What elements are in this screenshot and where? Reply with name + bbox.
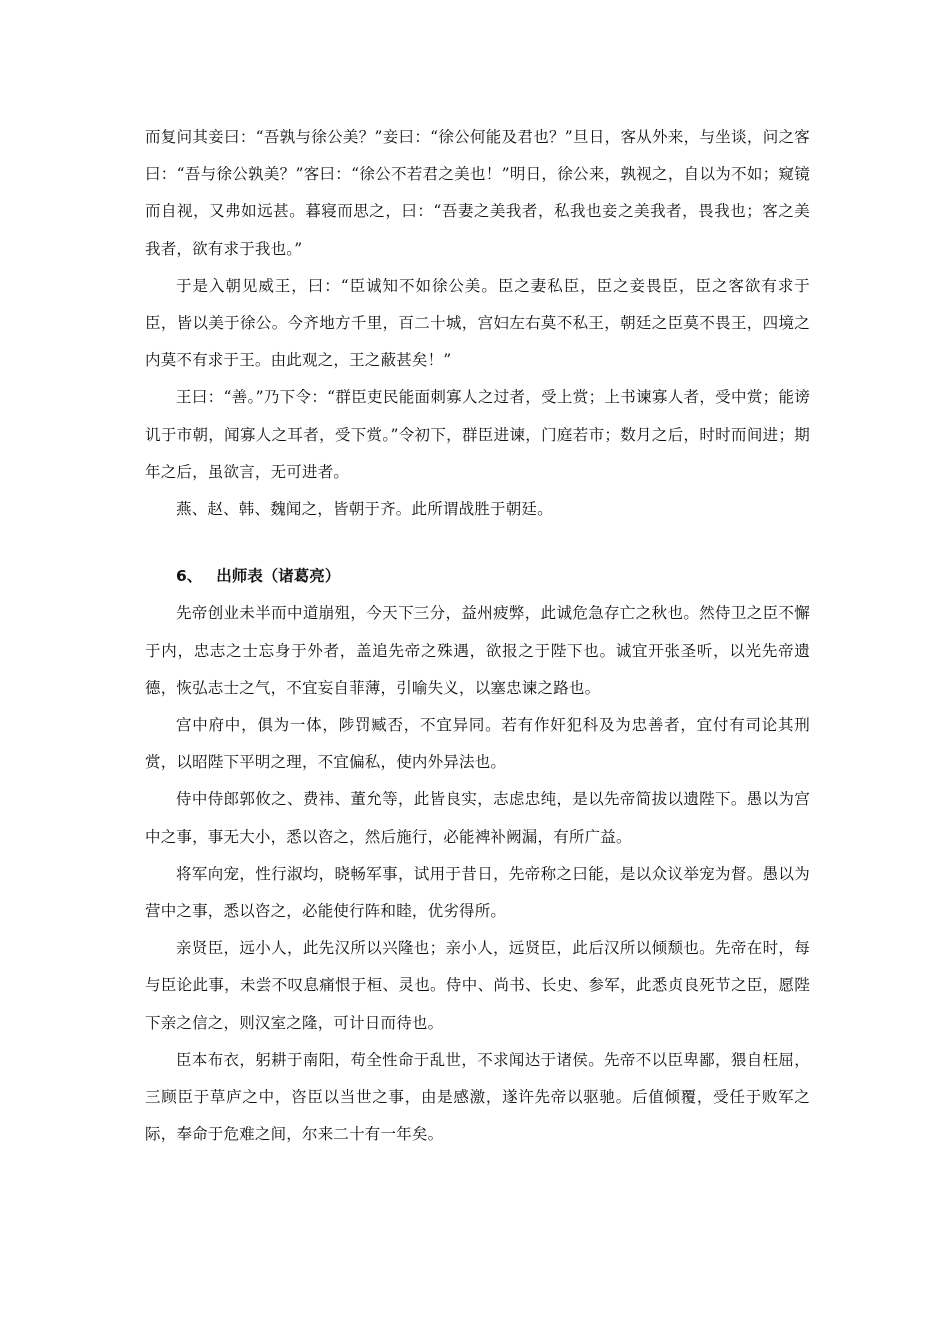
document-page: [145, 119, 810, 1153]
paragraph-chu-shi-biao-4: 将军向宠，性行淑均，晓畅军事，试用于昔日，先帝称之曰能，是以众议举宠为督。愚以为营中之事，悉以咨之，必能使行阵和睦，优劣得所。: [145, 864, 810, 921]
section-gap: [145, 528, 810, 558]
paragraph-zou-ji-4: 燕、赵、韩、魏闻之，皆朝于齐。此所谓战胜于朝廷。: [176, 500, 553, 519]
paragraph-chu-shi-biao-2: 宫中府中，俱为一体，陟罚臧否，不宜异同。若有作奸犯科及为忠善者，宜付有司论其刑赏，以昭陛下平明之理，不宜偏私，使内外异法也。: [145, 716, 810, 772]
section-number: 6、: [176, 567, 203, 586]
section-heading: [145, 558, 810, 595]
paragraph-zou-ji-2: 于是入朝见威王，曰：“臣诚知不如徐公美。臣之妻私臣，臣之妾畏臣，臣之客欲有求于臣，皆以美于徐公。今齐地方千里，百二十城，宫妇左右莫不私王，朝廷之臣莫不畏王，四境之内莫不有求于王。由此观之，王之蔽甚矣！”: [145, 276, 810, 370]
paragraph-zou-ji-1: 而复问其妾曰：“吾孰与徐公美？”妾曰：“徐公何能及君也？”旦日，客从外来，与坐谈，问之客曰：“吾与徐公孰美？”客曰：“徐公不若君之美也！”明日，徐公来，孰视之，自以为不如；窥镜而自视，又弗如远甚。暮寝而思之，曰：“吾妻之美我者，私我也妾之美我者，畏我也；客之美我者，欲有求于我也。”: [145, 128, 810, 258]
paragraph-chu-shi-biao-6: 臣本布衣，躬耕于南阳，苟全性命于乱世，不求闻达于诸侯。先帝不以臣卑鄙，猥自枉屈，三顾臣于草庐之中，咨臣以当世之事，由是感激，遂许先帝以驱驰。后值倾覆，受任于败军之际，奉命于危难之间，尔来二十有一年矣。: [145, 1050, 810, 1144]
section-title: 出师表（诸葛亮）: [216, 567, 341, 586]
paragraph-chu-shi-biao-3: 侍中侍郎郭攸之、费祎、董允等，此皆良实，志虑忠纯，是以先帝简拔以遗陛下。愚以为宫中之事，事无大小，悉以咨之，然后施行，必能裨补阙漏，有所广益。: [145, 790, 810, 846]
paragraph-chu-shi-biao-1: 先帝创业未半而中道崩殂，今天下三分，益州疲弊，此诚危急存亡之秋也。然侍卫之臣不懈于内，忠志之士忘身于外者，盖追先帝之殊遇，欲报之于陛下也。诚宜开张圣听，以光先帝遗德，恢弘志士之气，不宜妄自菲薄，引喻失义，以塞忠谏之路也。: [145, 604, 810, 697]
paragraph-chu-shi-biao-5: 亲贤臣，远小人，此先汉所以兴隆也；亲小人，远贤臣，此后汉所以倾颓也。先帝在时，每与臣论此事，未尝不叹息痛恨于桓、灵也。侍中、尚书、长史、参军，此悉贞良死节之臣，愿陛下亲之信之，则汉室之隆，可计日而待也。: [145, 939, 810, 1032]
paragraph-zou-ji-3: 王曰：“善。”乃下令：“群臣吏民能面刺寡人之过者，受上赏；上书谏寡人者，受中赏；能谤讥于市朝，闻寡人之耳者，受下赏。”令初下，群臣进谏，门庭若市；数月之后，时时而间进；期年之后，虽欲言，无可进者。: [145, 388, 810, 481]
